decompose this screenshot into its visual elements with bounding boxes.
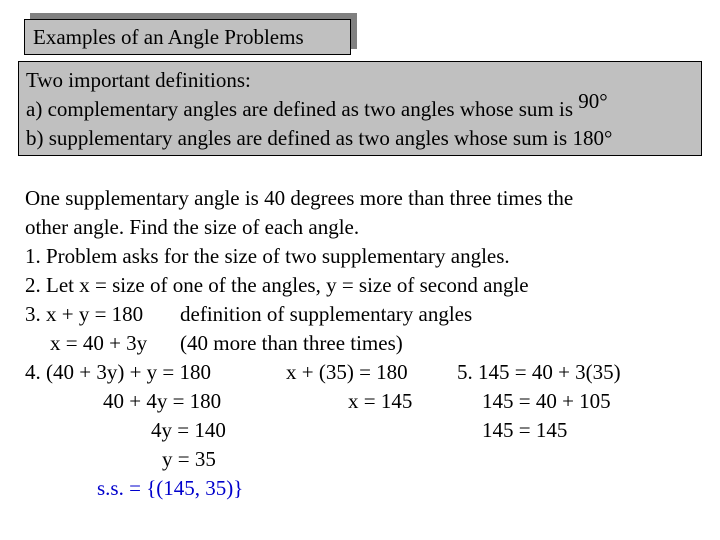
definition-supplementary-value: 180°	[572, 126, 613, 150]
problem-statement-line-2: other angle. Find the size of each angle.	[25, 215, 360, 239]
step-4-line-1: 4. (40 + 3y) + y = 180	[25, 360, 212, 384]
problem-statement-line-1: One supplementary angle is 40 degrees more than three times the	[25, 186, 574, 210]
solve-x-line-1: x + (35) = 180	[286, 360, 408, 384]
step-5-line-2: 145 = 40 + 105	[482, 389, 611, 413]
step-1: 1. Problem asks for the size of two supplementary angles.	[25, 244, 510, 268]
definition-supplementary-text: b) supplementary angles are defined as two angles whose sum is	[26, 126, 568, 150]
step-4-line-2: 40 + 4y = 180	[103, 389, 222, 413]
step-3-second-note: (40 more than three times)	[180, 331, 403, 355]
step-2: 2. Let x = size of one of the angles, y = size of second angle	[25, 273, 529, 297]
solve-x-line-2: x = 145	[348, 389, 413, 413]
step-5-line-1: 5. 145 = 40 + 3(35)	[457, 360, 621, 384]
definition-supplementary	[26, 124, 701, 153]
solution-set: s.s. = {(145, 35)}	[97, 476, 244, 500]
slide-title: Examples of an Angle Problems	[24, 19, 351, 55]
step-3-note: definition of supplementary angles	[180, 302, 473, 326]
step-5-line-3: 145 = 145	[482, 418, 568, 442]
definitions-heading: Two important definitions:	[26, 68, 251, 92]
definition-complementary	[26, 89, 701, 124]
step-4-line-4: y = 35	[162, 447, 216, 471]
definition-complementary-value: 90°	[578, 89, 608, 113]
definitions-box	[18, 61, 702, 156]
step-4-line-3: 4y = 140	[151, 418, 226, 442]
definition-complementary-text: a) complementary angles are defined as two angles whose sum is	[26, 97, 573, 121]
step-3-equation: 3. x + y = 180	[25, 302, 144, 326]
step-3-second-equation: x = 40 + 3y	[50, 331, 148, 355]
